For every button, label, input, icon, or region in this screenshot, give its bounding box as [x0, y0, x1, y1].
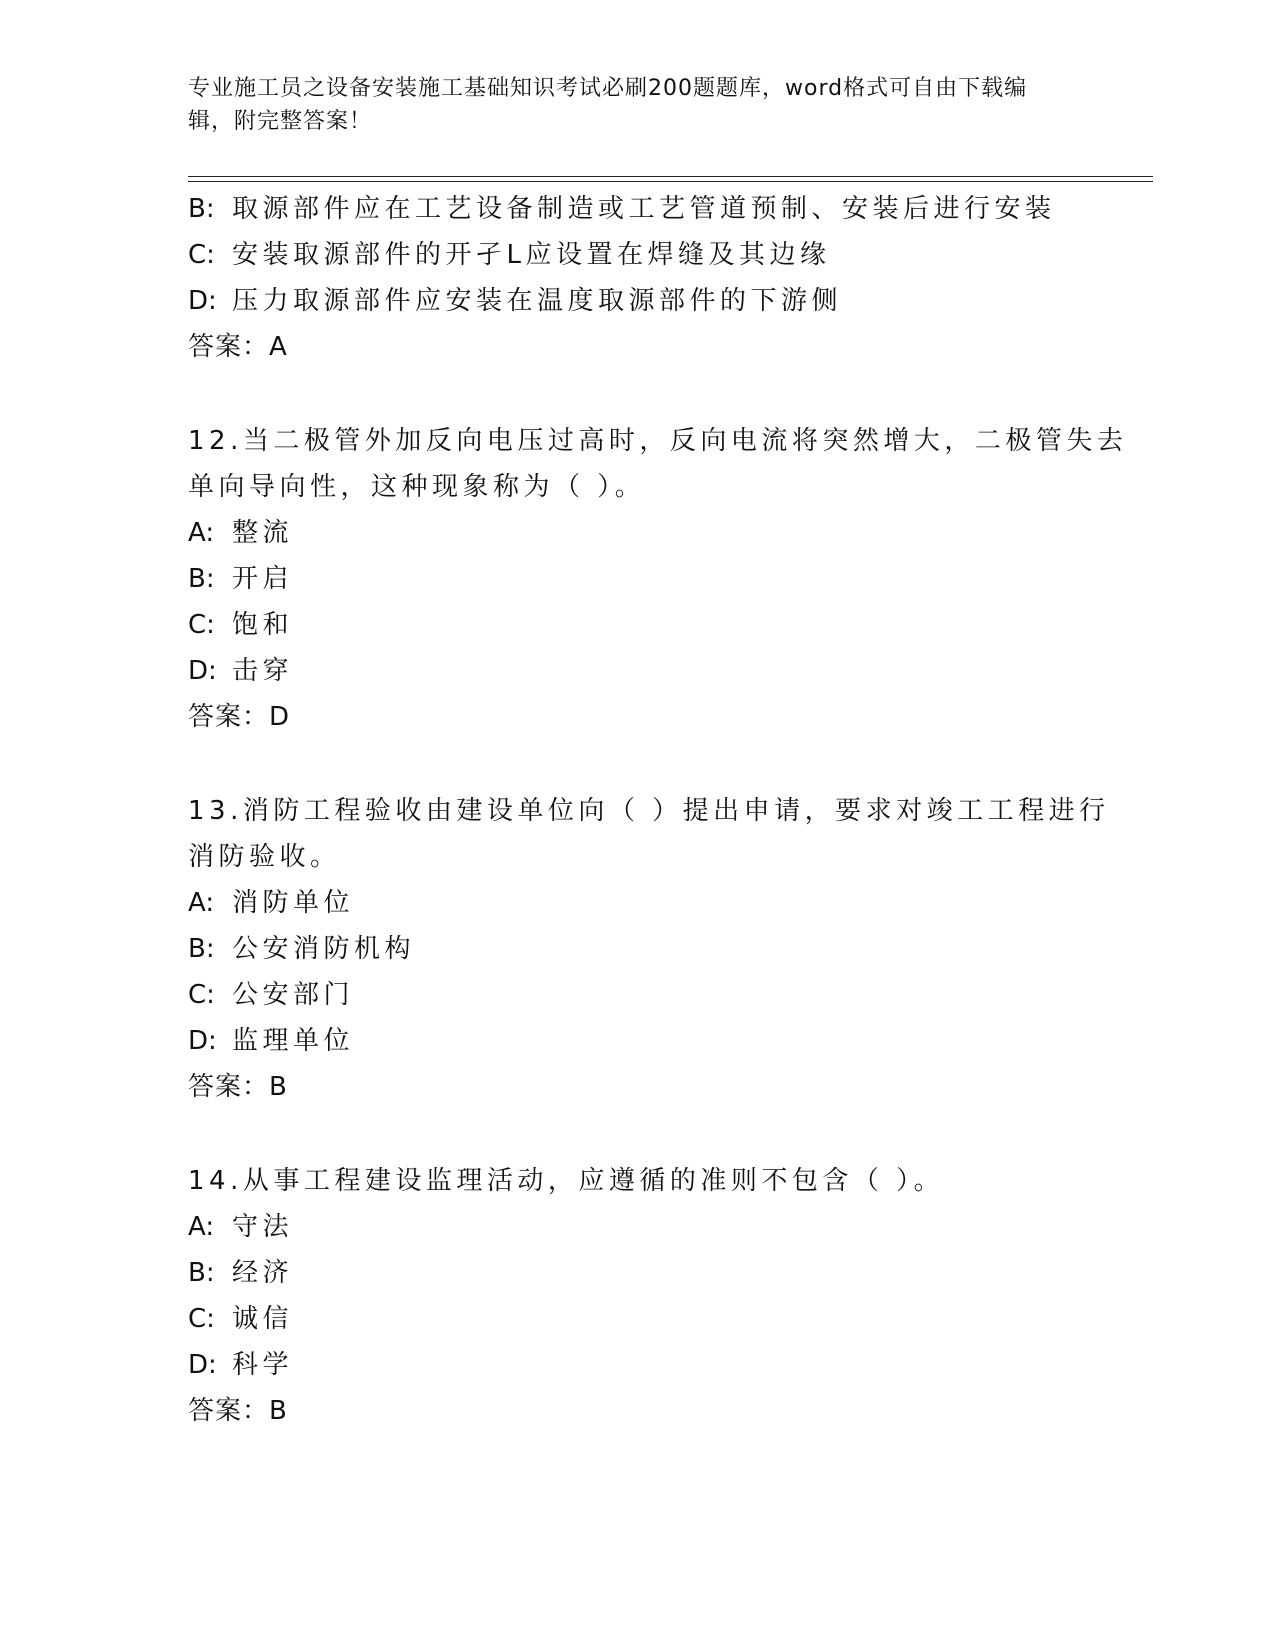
question-stem-line: 13.消防工程验收由建设单位向（ ）提出申请，要求对竣工工程进行 — [188, 796, 1110, 826]
option-text: 经济 — [232, 1258, 294, 1288]
option-d — [188, 1018, 1088, 1064]
option-label: D: — [188, 286, 217, 316]
option-label: D: — [188, 656, 217, 686]
option-b — [188, 1250, 1088, 1296]
option-b — [188, 926, 1088, 972]
option-d — [188, 648, 1088, 694]
option-label: B: — [188, 934, 215, 964]
option-label: A: — [188, 888, 215, 918]
option-text: 守法 — [232, 1212, 294, 1242]
option-b — [188, 186, 1088, 232]
answer: 答案：A — [188, 332, 288, 362]
answer: 答案：D — [188, 702, 291, 732]
option-text: 压力取源部件应安装在温度取源部件的下游侧 — [232, 286, 843, 316]
option-c — [188, 1296, 1088, 1342]
header-divider-top — [188, 176, 1153, 177]
option-a — [188, 1204, 1088, 1250]
option-text: 安装取源部件的开孑L应设置在焊缝及其边缘 — [232, 240, 831, 270]
option-text: 整流 — [232, 518, 294, 548]
option-a — [188, 880, 1088, 926]
option-text: 诚信 — [232, 1304, 294, 1334]
option-text: 取源部件应在工艺设备制造或工艺管道预制、安装后进行安装 — [232, 194, 1056, 224]
question-11-partial — [188, 186, 1088, 370]
option-text: 开启 — [232, 564, 294, 594]
option-label: C: — [188, 610, 215, 640]
option-label: D: — [188, 1026, 217, 1056]
option-d — [188, 278, 1088, 324]
question-stem-line: 12.当二极管外加反向电压过高时，反向电流将突然增大，二极管失去 — [188, 426, 1128, 456]
option-text: 公安消防机构 — [232, 934, 416, 964]
option-label: A: — [188, 1212, 215, 1242]
option-text: 饱和 — [232, 610, 294, 640]
option-a — [188, 510, 1088, 556]
option-label: D: — [188, 1350, 217, 1380]
option-text: 消防单位 — [232, 888, 355, 918]
option-c — [188, 602, 1088, 648]
option-label: C: — [188, 1304, 215, 1334]
option-label: B: — [188, 564, 215, 594]
option-label: C: — [188, 980, 215, 1010]
question-stem-line: 消防验收。 — [188, 842, 341, 872]
option-d — [188, 1342, 1088, 1388]
header-divider-bottom — [188, 181, 1153, 182]
document-header: 专业施工员之设备安装施工基础知识考试必刷200题题库，word格式可自由下载编辑，附完整答案！ — [188, 76, 1028, 134]
option-text: 公安部门 — [232, 980, 355, 1010]
option-text: 监理单位 — [232, 1026, 355, 1056]
question-list — [188, 186, 1128, 1434]
option-c — [188, 972, 1088, 1018]
option-c — [188, 232, 1088, 278]
answer: 答案：B — [188, 1072, 288, 1102]
question-stem-line: 单向导向性，这种现象称为（ ）。 — [188, 472, 646, 502]
option-label: B: — [188, 194, 215, 224]
option-label: A: — [188, 518, 215, 548]
option-label: C: — [188, 240, 215, 270]
option-text: 科学 — [232, 1350, 294, 1380]
question-stem-line: 14.从事工程建设监理活动，应遵循的准则不包含（ ）。 — [188, 1166, 945, 1196]
option-b — [188, 556, 1088, 602]
option-text: 击穿 — [232, 656, 294, 686]
answer: 答案：B — [188, 1396, 288, 1426]
question-13 — [188, 788, 1110, 1110]
question-12 — [188, 418, 1128, 740]
option-label: B: — [188, 1258, 215, 1288]
question-14 — [188, 1158, 1088, 1434]
